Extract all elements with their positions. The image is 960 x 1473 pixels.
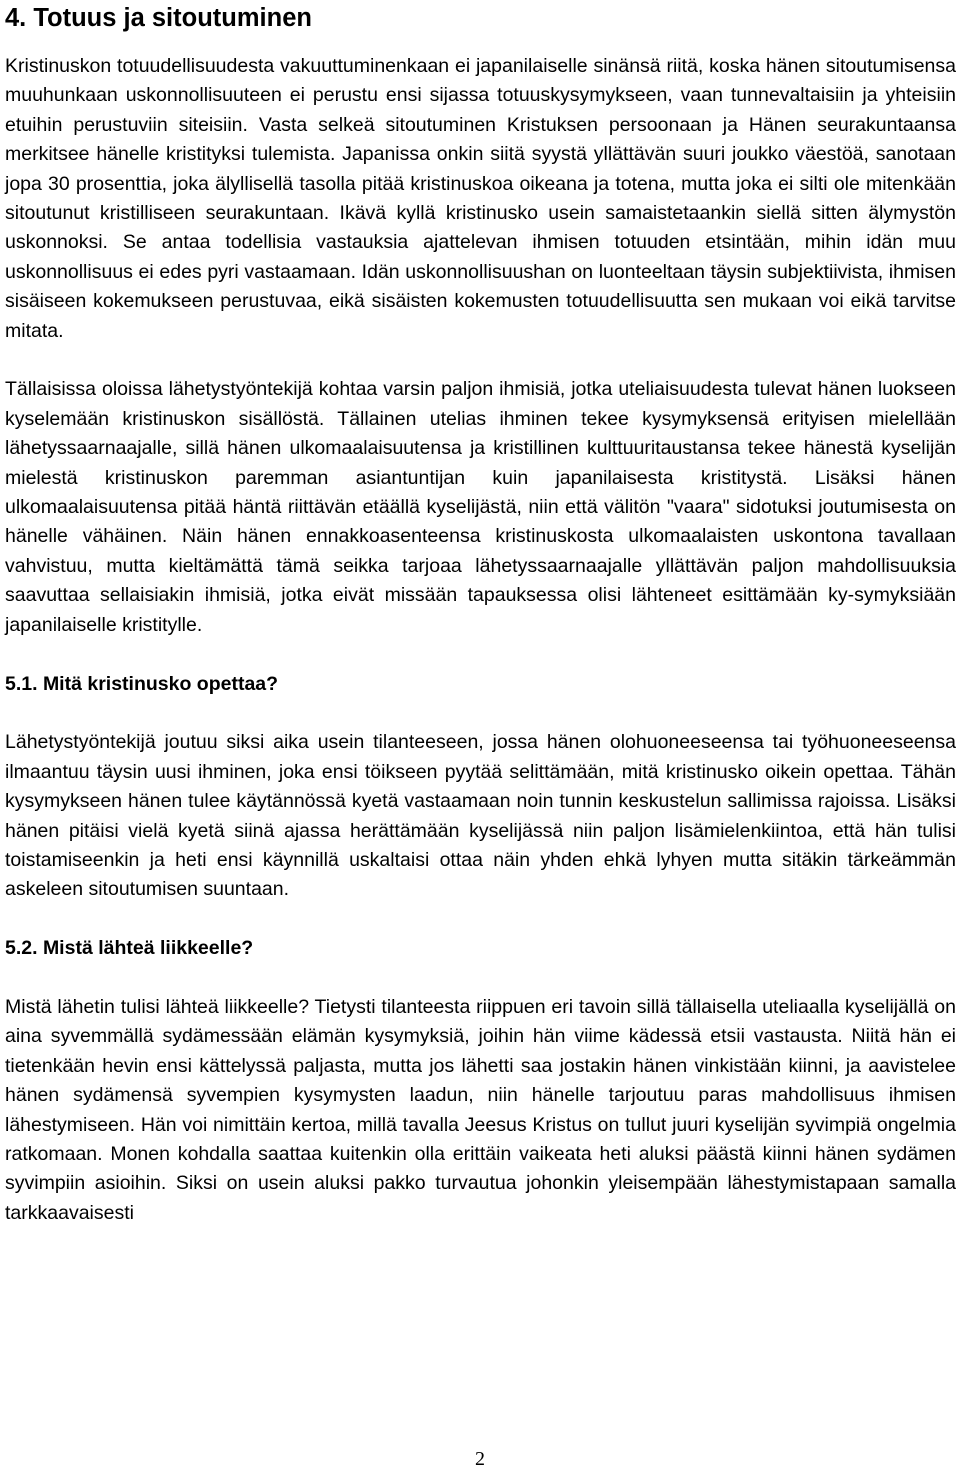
document-page (5, 0, 956, 1228)
paragraph-spacer (5, 699, 956, 728)
paragraph-spacer (5, 640, 956, 669)
section-heading: 4. Totuus ja sitoutuminen (5, 4, 312, 32)
subsection-heading-5-1: 5.1. Mitä kristinusko opettaa? (5, 672, 279, 695)
page-number: 2 (475, 1448, 485, 1470)
paragraph-spacer (5, 905, 956, 934)
paragraph-spacer (5, 346, 956, 375)
subsection-heading-5-2: 5.2. Mistä lähteä liikkeelle? (5, 937, 254, 960)
paragraph-spacer (5, 964, 956, 993)
paragraph-truth-commitment: Kristinuskon totuudellisuudesta vakuuttuminenkaan ei japanilaiselle sinänsä riitä, koska hänen sitoutumisensa muuhunkaan uskonnollisuuteen ei perustu ensi sijassa totuuskysymykseen, vaan tunnevaltaisiin ja yhteisiin etuihin perustuviin siteisiin. Vasta selkeä sitoutuminen Kristuksen persoonaan ja Hänen seurakuntaansa merkitsee hänelle kristityksi tulemista. Japanissa onkin siitä syystä yllättävän suuri joukko väestöä, sanotaan jopa 30 prosenttia, joka älyllisellä tasolla pitää kristinuskoa oikeana ja totena, mutta joka ei silti ole mitenkään sitoutunut kristilliseen seurakuntaan. Ikävä kyllä kristinusko usein samaistetaankin siellä sitten älymystön uskonnoksi. Se antaa todellisia vastauksia ajattelevan ihmisen totuuden etsintään, mihin idän muu uskonnollisuus ei edes pyri vastaamaan. Idän uskonnollisuushan on luonteeltaan täysin subjektiivista, ihmisen sisäiseen kokemukseen perustuvaa, eikä sisäisten kokemusten totuudellisuutta sen mukaan voi eikä tarvitse mitata. (5, 55, 956, 342)
paragraph-where-to-start: Mistä lähetin tulisi lähteä liikkeelle? Tietysti tilanteesta riippuen eri tavoin sillä tällaisella uteliaalla kyselijällä on aina syvemmällä sydämessään elämän kysymyksiä, joihin hän viime kädessä etsii vastausta. Niitä hän ei tietenkään hevin ensi kättelyssä paljasta, mutta jos lähetti saa jostakin hänen vinkistään kiinni, ja aavistelee hänen sydämensä syvempien kysymysten laadun, niin hänelle tarjoutuu paras mahdollisuus ihmisen lähestymiseen. Hän voi nimittäin kertoa, millä tavalla Jeesus Kristus on tullut juuri kyselijän syvimpiä ongelmia ratkomaan. Monen kohdalla saattaa kuitenkin olla erittäin vaikeata heti aluksi päästä kiinni hänen sydämen syvimpiin asioihin. Siksi on usein aluksi pakko turvautua johonkin yleisempään lähestymistapaan samalla tarkkaavaisesti (5, 995, 956, 1224)
paragraph-what-christianity-teaches: Lähetystyöntekijä joutuu siksi aika usein tilanteeseen, jossa hänen olohuoneeseensa tai työhuoneeseensa ilmaantuu täysin uusi ihminen, joka ensi töikseen pyytää selittämään, mitä kristinusko oikein opettaa. Tähän kysymykseen hänen tulee käytännössä kyetä vastaamaan noin tunnin keskustelun sallimissa rajoissa. Lisäksi hänen pitäisi vielä kyetä siinä ajassa herättämään kyselijässä niin paljon lisämielenkiintoa, että hän tulisi toistamiseenkin ja heti ensi käynnillä uskaltaisi ottaa näin yhden ehkä lyhyen mutta sitäkin tärkeämmän askeleen sitoutumisen suuntaan. (5, 731, 956, 901)
paragraph-curious-inquirers: Tällaisissa oloissa lähetystyöntekijä kohtaa varsin paljon ihmisiä, jotka uteliaisuudesta tulevat hänen luokseen kyselemään kristinuskon sisällöstä. Tällainen utelias ihminen tekee kysymyksensä erityisen mielellään lähetyssaarnaajalle, sillä hänen ulkomaalaisuutensa ja kristillinen kulttuuritaustansa tekee hänestä kyselijän mielestä kristinuskon paremman asiantuntijan kuin japanilaisesta kristitystä. Lisäksi hänen ulkomaalaisuutensa pitää häntä riittävän etäällä kyselijästä, niin että välitön "vaara" sidotuksi joutumisesta on hänelle vähäinen. Näin hänen ennakkoasenteensa kristinuskosta ulkomaalaisten uskontona tavallaan vahvistuu, mutta kieltämättä tämä seikka tarjoaa lähetyssaarnaajalle yllättävän paljon mahdollisuuksia saavuttaa sellaisiakin ihmisiä, jotka eivät missään tapauksessa olisi lähteneet esittämään ky-symyksiään japanilaiselle kristitylle. (5, 378, 956, 636)
